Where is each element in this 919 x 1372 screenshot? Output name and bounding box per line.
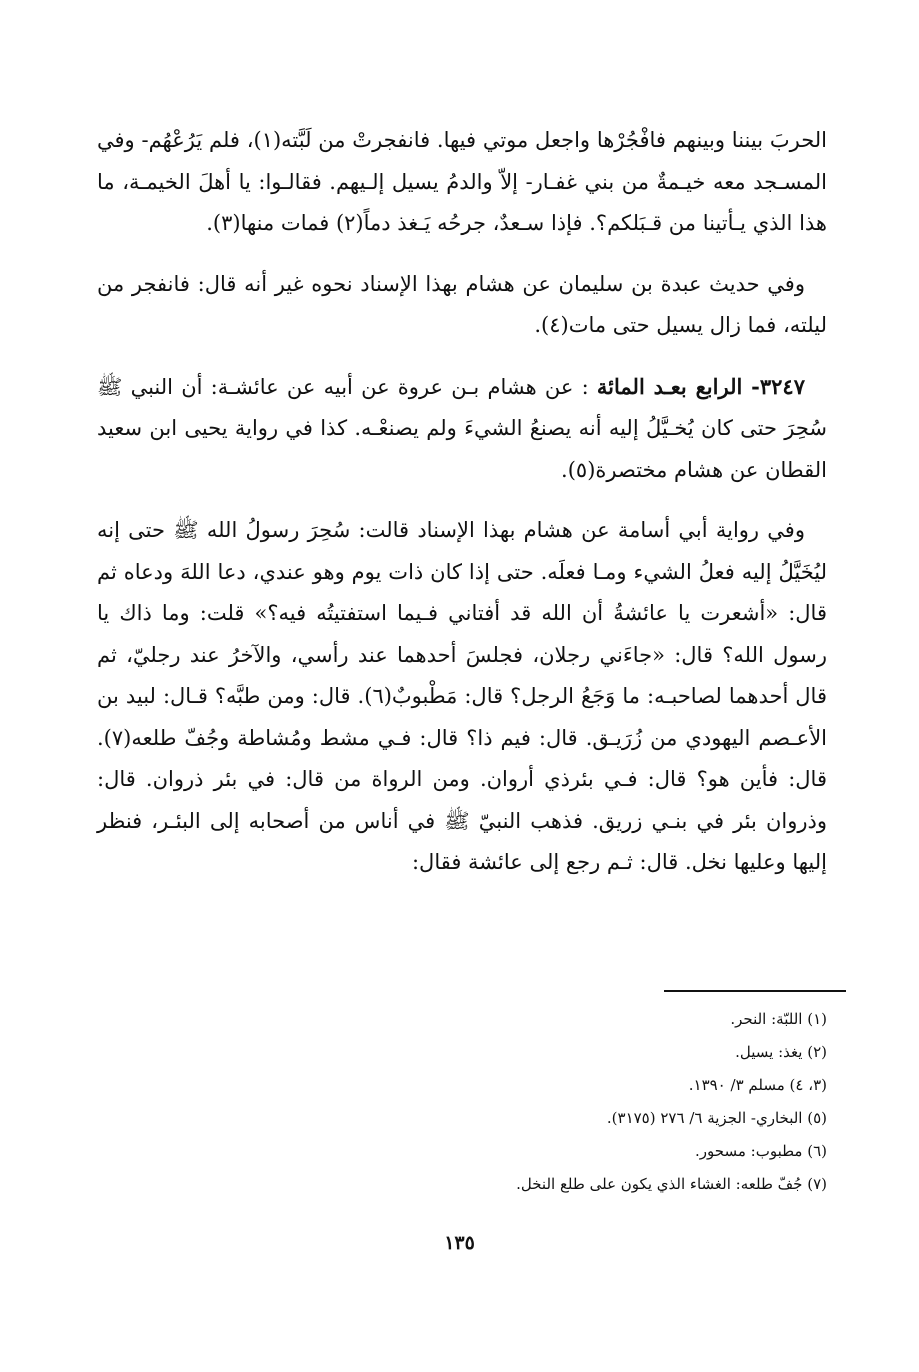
footnote: (١) اللبّة: النحر. [730,1010,827,1028]
footnote: (٣، ٤) مسلم ٣/ ١٣٩٠. [688,1076,827,1094]
footnotes [97,1003,827,1201]
footnote: (٢) يغذ: يسيل. [735,1043,827,1061]
page-number: ١٣٥ [444,1232,475,1254]
footnote: (٦) مطبوب: مسحور. [695,1142,827,1160]
paragraph: الحربَ بيننا وبينهم فافْجُرْها واجعل موتي فيها. فانفجرتْ من لَبَّته(١)، فلم يَرُعْهُم- وفي المسـجد معه خيـمةٌ من بني غفـار- إلاّ والدمُ يسيل إلـيهم. فقالـوا: يا أهلَ الخيمـة، ما هذا الذي يـأتينا من قـبَلكم؟. فإذا سـعدٌ، جرحُه يَـغذ دماً(٢) فمات منها(٣). [97,128,827,235]
paragraph: وفي رواية أبي أسامة عن هشام بهذا الإسناد قالت: سُحِرَ رسولُ الله ﷺ حتى إنه ليُخَيَّلُ إليه فعلُ الشيء ومـا فعلَه. حتى إذا كان ذات يوم وهو عندي، دعا اللهَ ودعاه ثم قال: «أشعرت يا عائشةُ أن الله قد أفتاني فـيما استفتيتُه فيه؟» قلت: وما ذاك يا رسول الله؟ قال: «جاءَني رجلان، فجلسَ أحدهما عند رأسي، والآخرُ عند رجليّ، ثم قال أحدهما لصاحبـه: ما وَجَعُ الرجل؟ قال: مَطْبوبٌ(٦). قال: ومن طبَّه؟ قـال: لبيد بن الأعـصم اليهودي من زُرَيـق. قال: فيم ذا؟ قال: فـي مشط ومُشاطة وجُفّ طلعه(٧). قال: فأين هو؟ قال: فـي بئرذي أروان. ومن الرواة من قال: في بئر ذروان. قال: وذروان بئر في بنـي زريق. فذهب النبيّ ﷺ في أناس من أصحابه إلى البئـر، فنظر إليها وعليها نخل. قال: ثـم رجع إلى عائشة فقال: [97,518,827,874]
main-text [97,120,827,903]
footnote-divider [664,990,846,992]
hadith-text: : عن هشام بـن عروة عن أبيه عن عائشـة: أن النبي ﷺ سُحِرَ حتى كان يُخـيَّلُ إليه أنه يصنعُ الشيءَ ولم يصنعْـه. كذا في رواية يحيى ابن سعيد القطان عن هشام مختصرة(٥). [97,374,827,482]
hadith-number: ٣٢٤٧- الرابع بعـد المائة [596,373,805,399]
paragraph: وفي حديث عبدة بن سليمان عن هشام بهذا الإسناد نحوه غير أنه قال: فانفجر من ليلته، فما زال يسيل حتى مات(٤). [97,271,827,337]
footnote: (٧) جُفّ طلعه: الغشاء الذي يكون على طلع النخل. [516,1175,827,1193]
hadith-paragraph [97,366,827,492]
footnote: (٥) البخاري- الجزية ٦/ ٢٧٦ (٣١٧٥). [606,1109,827,1127]
